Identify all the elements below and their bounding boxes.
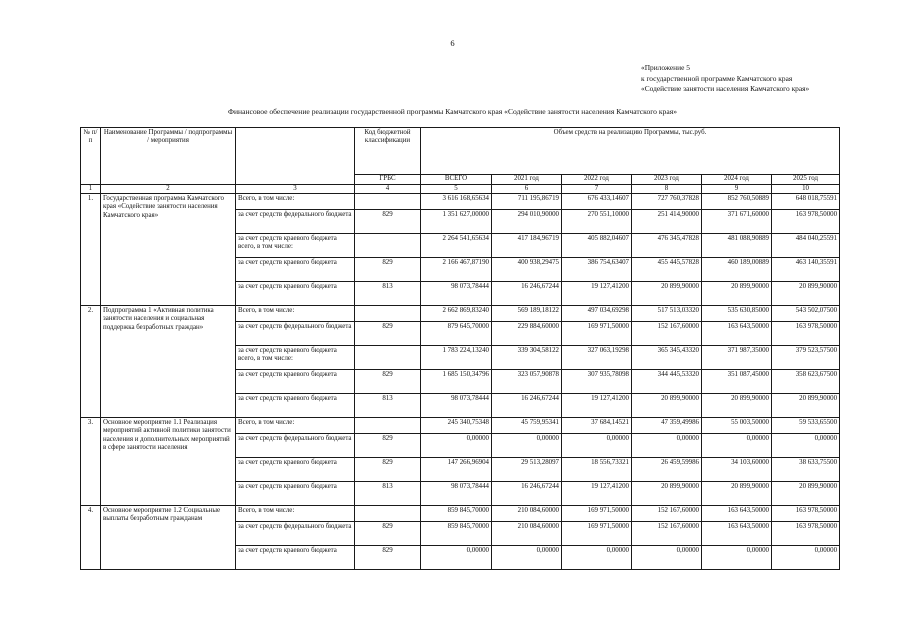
funding-source: за счет средств федерального бюджета: [236, 434, 355, 458]
amount-year: 270 551,10000: [562, 210, 632, 234]
amount-total: 1 351 627,00000: [421, 210, 492, 234]
col-number: 4: [355, 185, 421, 194]
amount-year: 55 003,50000: [702, 418, 772, 434]
amount-year: 163 643,50000: [702, 322, 772, 346]
amount-year: 169 971,50000: [562, 506, 632, 522]
col-number: 1: [81, 185, 101, 194]
header-blank: [236, 128, 355, 185]
amount-year: 251 414,90000: [632, 210, 702, 234]
col-number: 5: [421, 185, 492, 194]
header-2022: 2022 год: [562, 175, 632, 185]
header-2025: 2025 год: [772, 175, 840, 185]
grbs-code: 829: [355, 210, 421, 234]
funding-source: за счет средств федерального бюджета: [236, 322, 355, 346]
amount-year: 16 246,67244: [492, 482, 562, 506]
amount-year: 152 167,60000: [632, 522, 702, 546]
col-number: 2: [101, 185, 236, 194]
appendix-line-2: к государственной программе Камчатского края: [641, 73, 793, 83]
amount-year: 0,00000: [562, 434, 632, 458]
amount-year: 163 643,50000: [702, 506, 772, 522]
amount-year: 20 899,90000: [632, 394, 702, 418]
col-number: 7: [562, 185, 632, 194]
column-number-row: [81, 185, 840, 194]
header-total: ВСЕГО: [421, 175, 492, 185]
grbs-code: 829: [355, 546, 421, 570]
funding-source: за счет средств краевого бюджета: [236, 546, 355, 570]
header-grbs: ГРБС: [355, 175, 421, 185]
amount-total: 0,00000: [421, 434, 492, 458]
amount-year: 371 671,60000: [702, 210, 772, 234]
amount-year: 711 195,86719: [492, 194, 562, 210]
amount-year: 0,00000: [632, 546, 702, 570]
amount-year: 339 304,58122: [492, 346, 562, 370]
amount-year: 371 987,35000: [702, 346, 772, 370]
amount-total: 879 645,70000: [421, 322, 492, 346]
amount-year: 59 533,65500: [772, 418, 840, 434]
amount-year: 676 433,14607: [562, 194, 632, 210]
amount-year: 20 899,90000: [772, 394, 840, 418]
amount-year: 0,00000: [702, 434, 772, 458]
amount-year: 38 633,75500: [772, 458, 840, 482]
col-number: 10: [772, 185, 840, 194]
funding-source: за счет средств краевого бюджета: [236, 458, 355, 482]
amount-year: 0,00000: [492, 546, 562, 570]
amount-year: 307 935,78098: [562, 370, 632, 394]
amount-year: 47 359,49986: [632, 418, 702, 434]
amount-year: 20 899,90000: [702, 282, 772, 306]
amount-total: 98 073,78444: [421, 282, 492, 306]
amount-year: 210 084,60000: [492, 522, 562, 546]
amount-year: 379 523,57500: [772, 346, 840, 370]
header-row-main: [81, 128, 840, 175]
grbs-code: 829: [355, 370, 421, 394]
amount-total: 98 073,78444: [421, 482, 492, 506]
grbs-code: 813: [355, 282, 421, 306]
col-number: 8: [632, 185, 702, 194]
grbs-code: 829: [355, 522, 421, 546]
amount-year: 460 189,00889: [702, 258, 772, 282]
header-name: Наименование Программы / подпрограммы / мероприятия: [101, 128, 236, 185]
amount-year: 481 088,90889: [702, 234, 772, 258]
grbs-code: 829: [355, 434, 421, 458]
program-name: Основное мероприятие 1.2 Социальные выплаты безработным гражданам: [101, 506, 236, 570]
amount-year: 20 899,90000: [632, 482, 702, 506]
amount-year: 417 184,96719: [492, 234, 562, 258]
row-number: 2.: [81, 306, 101, 418]
amount-year: 34 103,60000: [702, 458, 772, 482]
amount-year: 727 760,37828: [632, 194, 702, 210]
amount-year: 0,00000: [632, 434, 702, 458]
amount-year: 0,00000: [772, 546, 840, 570]
amount-year: 19 127,41200: [562, 394, 632, 418]
grbs-code: [355, 506, 421, 522]
amount-year: 19 127,41200: [562, 482, 632, 506]
amount-total: 2 264 541,65634: [421, 234, 492, 258]
col-number: 9: [702, 185, 772, 194]
grbs-code: 829: [355, 322, 421, 346]
amount-total: 0,00000: [421, 546, 492, 570]
funding-source: за счет средств краевого бюджета: [236, 258, 355, 282]
amount-year: 517 513,03320: [632, 306, 702, 322]
header-volume: Объем средств на реализацию Программы, тыс.руб.: [421, 128, 840, 175]
funding-source: за счет средств краевого бюджета всего, в том числе:: [236, 234, 355, 258]
amount-year: 18 556,73321: [562, 458, 632, 482]
amount-year: 569 189,18122: [492, 306, 562, 322]
col-number: 6: [492, 185, 562, 194]
amount-year: 294 010,90000: [492, 210, 562, 234]
amount-total: 2 166 467,87190: [421, 258, 492, 282]
amount-year: 16 246,67244: [492, 282, 562, 306]
amount-year: 163 643,50000: [702, 522, 772, 546]
amount-year: 210 084,60000: [492, 506, 562, 522]
amount-year: 20 899,90000: [702, 394, 772, 418]
grbs-code: [355, 194, 421, 210]
grbs-code: [355, 234, 421, 258]
amount-year: 20 899,90000: [632, 282, 702, 306]
funding-source: за счет средств краевого бюджета: [236, 482, 355, 506]
amount-year: 323 057,90878: [492, 370, 562, 394]
grbs-code: 829: [355, 458, 421, 482]
amount-total: 1 783 224,13240: [421, 346, 492, 370]
amount-total: 859 845,70000: [421, 522, 492, 546]
amount-year: 37 684,14521: [562, 418, 632, 434]
funding-source: Всего, в том числе:: [236, 418, 355, 434]
amount-total: 147 266,96904: [421, 458, 492, 482]
page-number: 6: [450, 38, 455, 48]
amount-year: 163 978,50000: [772, 506, 840, 522]
funding-source: Всего, в том числе:: [236, 506, 355, 522]
amount-year: 463 140,35591: [772, 258, 840, 282]
amount-year: 400 938,29475: [492, 258, 562, 282]
header-2023: 2023 год: [632, 175, 702, 185]
funding-source: за счет средств федерального бюджета: [236, 210, 355, 234]
row-number: 1.: [81, 194, 101, 306]
header-2021: 2021 год: [492, 175, 562, 185]
amount-year: 163 978,50000: [772, 522, 840, 546]
amount-year: 365 345,43320: [632, 346, 702, 370]
program-name: Основное мероприятие 1.1 Реализация мероприятий активной политики занятости населения и дополнительных мероприятий в сфере занятости населения: [101, 418, 236, 506]
funding-source: за счет средств краевого бюджета всего, в том числе:: [236, 346, 355, 370]
funding-source: за счет средств краевого бюджета: [236, 394, 355, 418]
grbs-code: [355, 418, 421, 434]
document-title: Финансовое обеспечение реализации государственной программы Камчатского края «Содействие занятости населения Камчатского края»: [227, 107, 678, 116]
amount-year: 163 978,50000: [772, 210, 840, 234]
grbs-code: 829: [355, 258, 421, 282]
table-row: [81, 306, 840, 322]
amount-year: 497 034,69298: [562, 306, 632, 322]
amount-year: 327 063,19298: [562, 346, 632, 370]
table-body: [81, 128, 840, 570]
amount-year: 29 513,28097: [492, 458, 562, 482]
program-name: Подпрограмма 1 «Активная политика занятости населения и социальная поддержка безработных граждан»: [101, 306, 236, 418]
amount-year: 0,00000: [492, 434, 562, 458]
appendix-line-1: «Приложение 5: [641, 63, 690, 72]
program-name: Государственная программа Камчатского края «Содействие занятости населения Камчатского края»: [101, 194, 236, 306]
amount-year: 20 899,90000: [772, 282, 840, 306]
funding-source: Всего, в том числе:: [236, 306, 355, 322]
funding-source: за счет средств федерального бюджета: [236, 522, 355, 546]
header-2024: 2024 год: [702, 175, 772, 185]
amount-year: 648 018,75591: [772, 194, 840, 210]
amount-year: 169 971,50000: [562, 322, 632, 346]
grbs-code: 813: [355, 482, 421, 506]
amount-year: 405 882,04607: [562, 234, 632, 258]
amount-total: 1 685 150,34796: [421, 370, 492, 394]
amount-total: 3 616 168,65634: [421, 194, 492, 210]
amount-year: 20 899,90000: [772, 482, 840, 506]
grbs-code: [355, 346, 421, 370]
amount-total: 245 340,75348: [421, 418, 492, 434]
amount-year: 169 971,50000: [562, 522, 632, 546]
table-row: [81, 194, 840, 210]
funding-source: Всего, в том числе:: [236, 194, 355, 210]
row-number: 4.: [81, 506, 101, 570]
amount-total: 98 073,78444: [421, 394, 492, 418]
amount-year: 543 502,07500: [772, 306, 840, 322]
amount-year: 455 445,57828: [632, 258, 702, 282]
amount-year: 19 127,41200: [562, 282, 632, 306]
table-row: [81, 506, 840, 522]
amount-year: 45 759,95341: [492, 418, 562, 434]
appendix-note: [641, 63, 809, 95]
amount-year: 0,00000: [562, 546, 632, 570]
amount-year: 476 345,47828: [632, 234, 702, 258]
amount-year: 484 040,25591: [772, 234, 840, 258]
grbs-code: [355, 306, 421, 322]
table-row: [81, 418, 840, 434]
amount-year: 351 087,45000: [702, 370, 772, 394]
amount-year: 26 459,59986: [632, 458, 702, 482]
financing-table: [80, 127, 840, 570]
amount-year: 0,00000: [702, 546, 772, 570]
funding-source: за счет средств краевого бюджета: [236, 282, 355, 306]
amount-year: 229 884,60000: [492, 322, 562, 346]
amount-year: 852 760,50889: [702, 194, 772, 210]
amount-total: 2 662 869,83240: [421, 306, 492, 322]
amount-year: 358 623,67500: [772, 370, 840, 394]
amount-year: 344 445,53320: [632, 370, 702, 394]
amount-total: 859 845,70000: [421, 506, 492, 522]
header-num: № п/п: [81, 128, 101, 185]
amount-year: 0,00000: [772, 434, 840, 458]
row-number: 3.: [81, 418, 101, 506]
amount-year: 20 899,90000: [702, 482, 772, 506]
amount-year: 152 167,60000: [632, 322, 702, 346]
grbs-code: 813: [355, 394, 421, 418]
funding-source: за счет средств краевого бюджета: [236, 370, 355, 394]
header-kbk: Код бюджетной классификации: [355, 128, 421, 175]
amount-year: 386 754,63407: [562, 258, 632, 282]
amount-year: 535 630,85000: [702, 306, 772, 322]
appendix-line-3: «Содействие занятости населения Камчатского края»: [641, 84, 810, 94]
amount-year: 16 246,67244: [492, 394, 562, 418]
amount-year: 163 978,50000: [772, 322, 840, 346]
amount-year: 152 167,60000: [632, 506, 702, 522]
col-number: 3: [236, 185, 355, 194]
